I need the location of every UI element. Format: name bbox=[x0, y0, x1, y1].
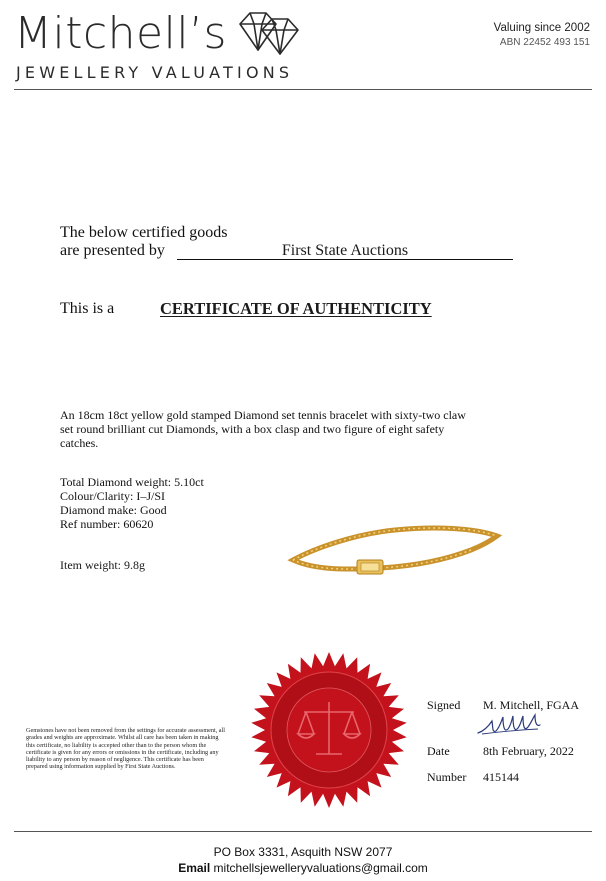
date-label: Date bbox=[427, 744, 450, 758]
goods-line-1: The below certified goods bbox=[60, 224, 228, 241]
wax-seal bbox=[244, 650, 414, 810]
tagline: Valuing since 2002 bbox=[493, 22, 590, 34]
abn-number: ABN 22452 493 151 bbox=[499, 37, 590, 48]
certificate-lead: This is a bbox=[60, 300, 115, 317]
spec-total-weight: Total Diamond weight: 5.10ct bbox=[60, 475, 204, 489]
number-label: Number bbox=[427, 770, 467, 784]
certificate-title: CERTIFICATE OF AUTHENTICITY bbox=[160, 299, 432, 318]
email-address[interactable]: mitchellsjewelleryvaluations@gmail.com bbox=[213, 861, 428, 875]
date-value: 8th February, 2022 bbox=[483, 744, 574, 758]
goods-line-2: are presented by bbox=[60, 242, 165, 259]
bracelet-image bbox=[285, 520, 505, 582]
diamond-logo-icon bbox=[236, 10, 306, 56]
footer-address: PO Box 3331, Asquith NSW 2077 bbox=[213, 845, 393, 859]
footer-email-row bbox=[0, 861, 606, 875]
presenter-underline bbox=[177, 242, 513, 260]
presenter-name: First State Auctions bbox=[281, 242, 409, 259]
brand-name: Mitchell’s bbox=[14, 8, 227, 59]
brand-subtitle: JEWELLERY VALUATIONS bbox=[16, 63, 294, 82]
item-description: An 18cm 18ct yellow gold stamped Diamond set tennis bracelet with sixty-two claw set round brilliant cut Diamonds, with a box clasp and two figure of eight safety catches. bbox=[60, 408, 466, 450]
disclaimer-text: Gemstones have not been removed from the settings for accurate assessment, all grades and weights are approximate. Whilst all care has been taken in making this certificate, no liability is accepted other than to the person whom the certificate is given for any errors or omissions in the certificate, including any liability to any person by reason of negligence. This certificate has been prepared using information supplied by First State Auctions. bbox=[26, 727, 225, 771]
item-weight: Item weight: 9.8g bbox=[60, 558, 145, 572]
header-divider bbox=[14, 89, 592, 90]
spec-diamond-make: Diamond make: Good bbox=[60, 503, 167, 517]
signed-label: Signed bbox=[427, 698, 461, 712]
handwritten-signature bbox=[476, 713, 546, 739]
spec-ref-number: Ref number: 60620 bbox=[60, 517, 154, 531]
spec-colour-clarity: Colour/Clarity: I–J/SI bbox=[60, 489, 165, 503]
footer-divider bbox=[14, 831, 592, 832]
number-value: 415144 bbox=[483, 770, 519, 784]
signed-value: M. Mitchell, FGAA bbox=[483, 698, 579, 712]
email-label: Email bbox=[178, 861, 211, 875]
